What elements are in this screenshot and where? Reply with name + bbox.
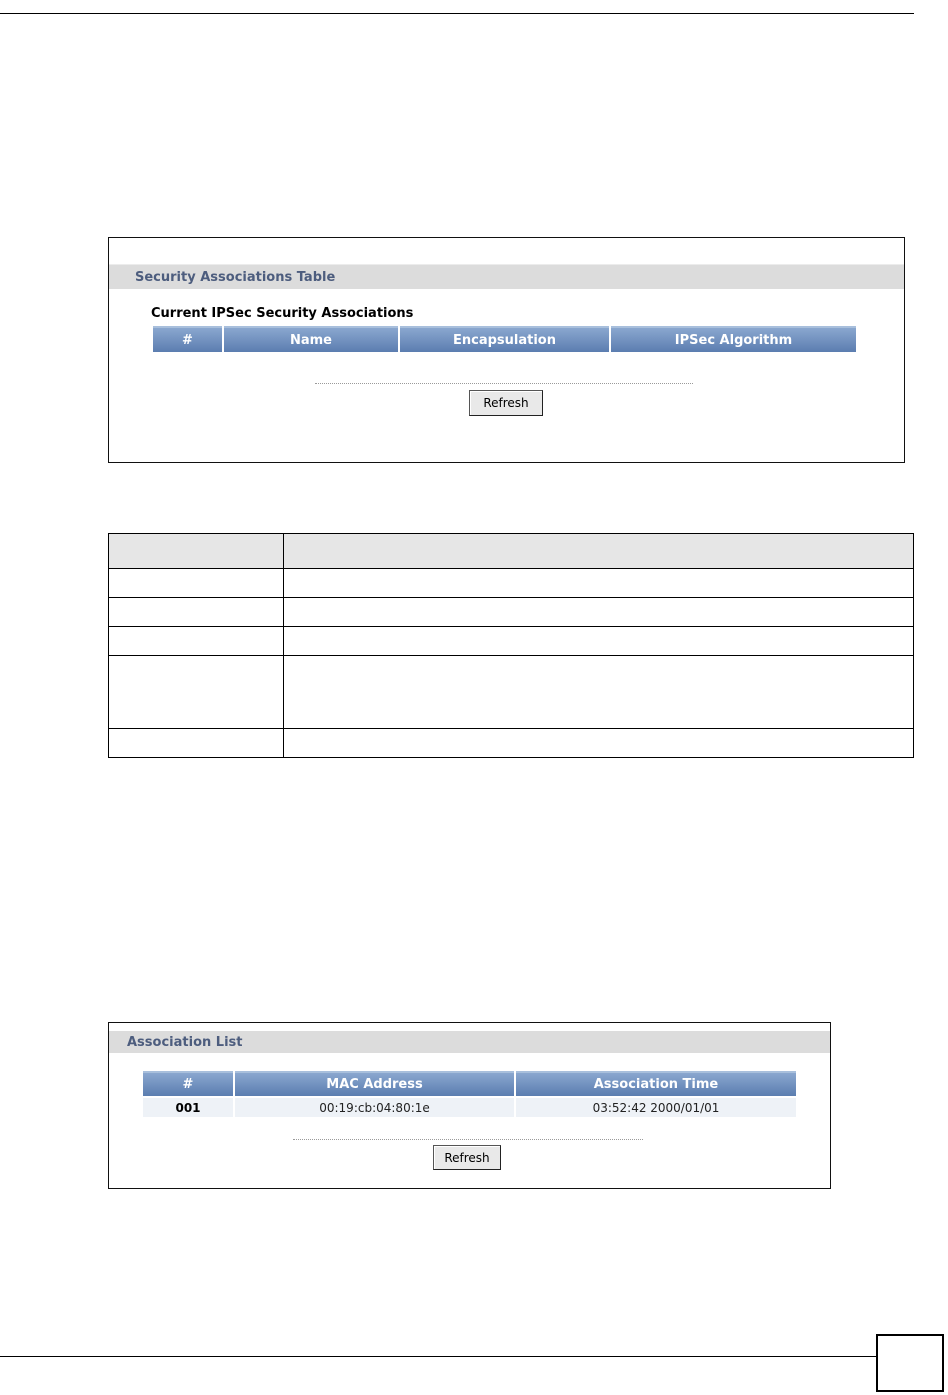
table-cell [284,656,914,729]
table-cell [284,569,914,598]
table-row [109,656,914,729]
panel-title: Association List [109,1031,830,1053]
sa-table-header [153,326,858,352]
column-header-mac-address: MAC Address [235,1071,514,1096]
table-cell [284,598,914,627]
table-cell [284,729,914,758]
divider [315,383,693,384]
refresh-button[interactable]: Refresh [433,1145,501,1170]
row-association-time: 03:52:42 2000/01/01 [516,1098,796,1117]
refresh-button[interactable]: Refresh [469,390,543,416]
page-footer-rule [0,1356,876,1357]
table-row [109,569,914,598]
table-header-row [109,534,914,569]
section-subtitle: Current IPSec Security Associations [151,306,414,321]
table-row [143,1098,798,1117]
association-list-panel [108,1022,831,1189]
table-cell [109,569,284,598]
row-mac-address: 00:19:cb:04:80:1e [235,1098,514,1117]
column-header-association-time: Association Time [516,1071,796,1096]
table-row [109,627,914,656]
panel-title: Security Associations Table [109,264,904,289]
row-index: 001 [143,1098,233,1117]
column-header-number: # [153,326,222,352]
column-header-number: # [143,1071,233,1096]
table-cell [284,627,914,656]
column-header-name: Name [224,326,398,352]
association-table-header [143,1071,798,1096]
table-cell [109,656,284,729]
divider [293,1139,643,1140]
table-header-cell [109,534,284,569]
table-cell [109,729,284,758]
column-header-encapsulation: Encapsulation [400,326,609,352]
table-row [109,729,914,758]
table-cell [109,598,284,627]
page-header-rule [0,13,914,14]
field-description-table [108,533,914,758]
page-number-box [876,1334,944,1392]
table-header-cell [284,534,914,569]
column-header-ipsec-algorithm: IPSec Algorithm [611,326,856,352]
table-row [109,598,914,627]
security-associations-panel [108,237,905,463]
table-cell [109,627,284,656]
